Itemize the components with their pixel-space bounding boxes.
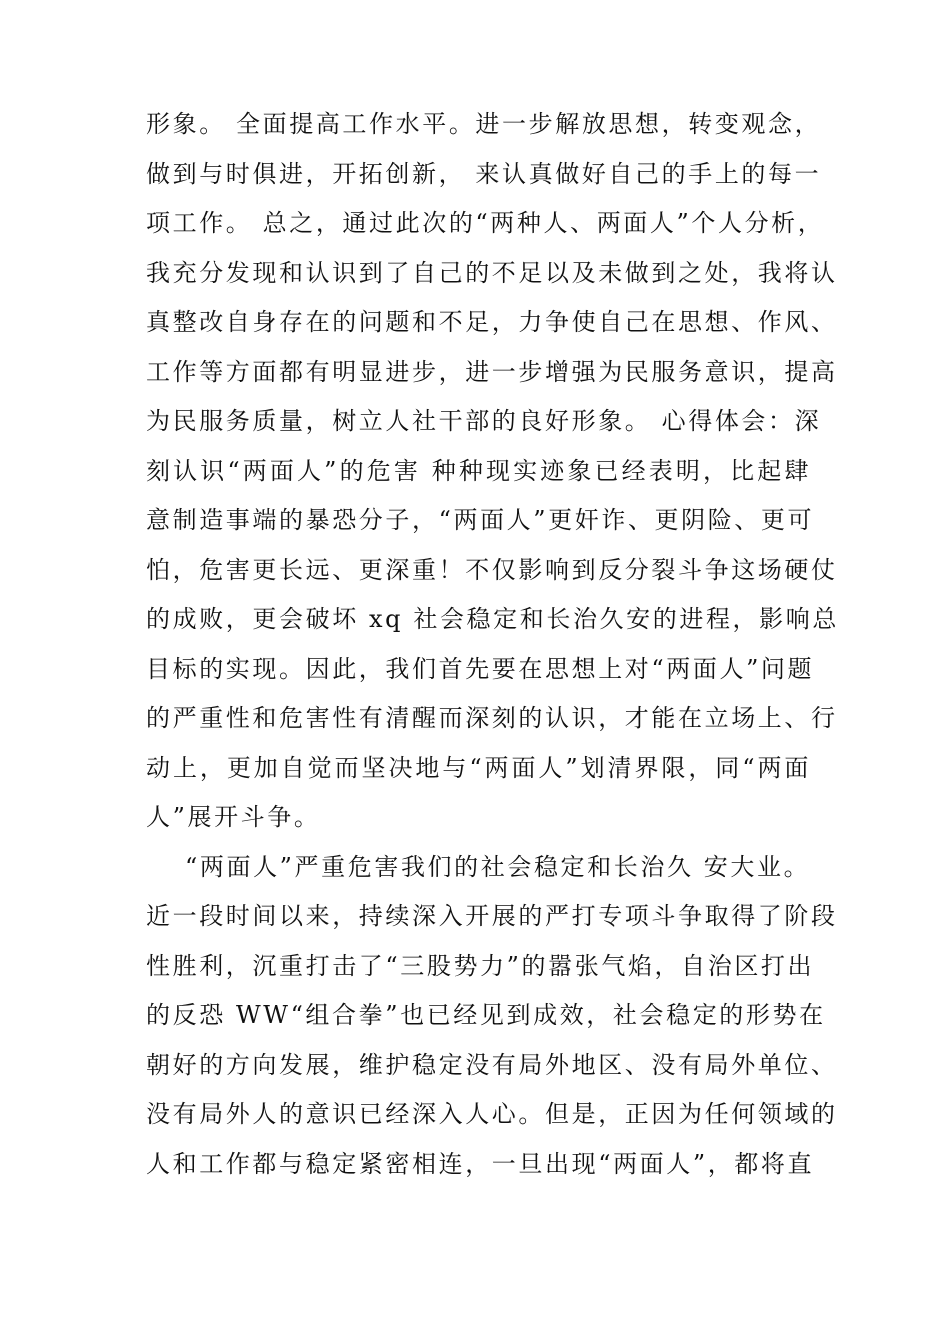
text-line: 动上，更加自觉而坚决地与“两面人”划清界限，同“两面 bbox=[146, 753, 811, 782]
text-line: 形象。 全面提高工作水平。进一步解放思想，转变观念， bbox=[146, 110, 822, 138]
text-line: 人和工作都与稳定紧密相连，一旦出现“两面人”，都将直 bbox=[146, 1149, 815, 1178]
text-line: 朝好的方向发展，维护稳定没有局外地区、没有局外单位、 bbox=[146, 1050, 838, 1079]
text-line: 没有局外人的意识已经深入人心。但是，正因为任何领域的 bbox=[146, 1100, 838, 1128]
text-line: 的反恐 WW“组合拳”也已经见到成效，社会稳定的形势在 bbox=[146, 1001, 826, 1029]
text-line: 近一段时间以来，持续深入开展的严打专项斗争取得了阶段 bbox=[146, 902, 838, 930]
text-line: 的成败，更会破坏 xq 社会稳定和长治久安的进程，影响总 bbox=[146, 605, 839, 633]
paragraph-first-line: “两面人”严重危害我们的社会稳定和长治久 安大业。 bbox=[185, 852, 811, 881]
text-line: 目标的实现。因此，我们首先要在思想上对“两面人”问题 bbox=[146, 654, 815, 683]
text-line: 为民服务质量，树立人社干部的良好形象。 心得体会：深 bbox=[146, 407, 822, 435]
text-line: 真整改自身存在的问题和不足，力争使自己在思想、作风、 bbox=[146, 308, 838, 336]
body-text bbox=[146, 100, 839, 1189]
text-line: 刻认识“两面人”的危害 种种现实迹象已经表明，比起肆 bbox=[146, 456, 811, 485]
text-line: 人”展开斗争。 bbox=[146, 803, 321, 831]
text-line: 做到与时俱进，开拓创新， 来认真做好自己的手上的每一 bbox=[146, 159, 822, 188]
text-line: 我充分发现和认识到了自己的不足以及未做到之处，我将认 bbox=[146, 258, 838, 287]
text-line: 项工作。 总之，通过此次的“两种人、两面人”个人分析， bbox=[146, 209, 825, 237]
text-line: 意制造事端的暴恐分子，“两面人”更奸诈、更阴险、更可 bbox=[146, 506, 815, 534]
text-line: 怕，危害更长远、更深重！不仅影响到反分裂斗争这场硬仗 bbox=[146, 555, 838, 584]
text-line: 的严重性和危害性有清醒而深刻的认识，才能在立场上、行 bbox=[146, 704, 838, 732]
text-line: 工作等方面都有明显进步，进一步增强为民服务意识，提高 bbox=[146, 357, 838, 386]
text-line: 性胜利，沉重打击了“三股势力”的嚣张气焰，自治区打出 bbox=[146, 951, 815, 980]
